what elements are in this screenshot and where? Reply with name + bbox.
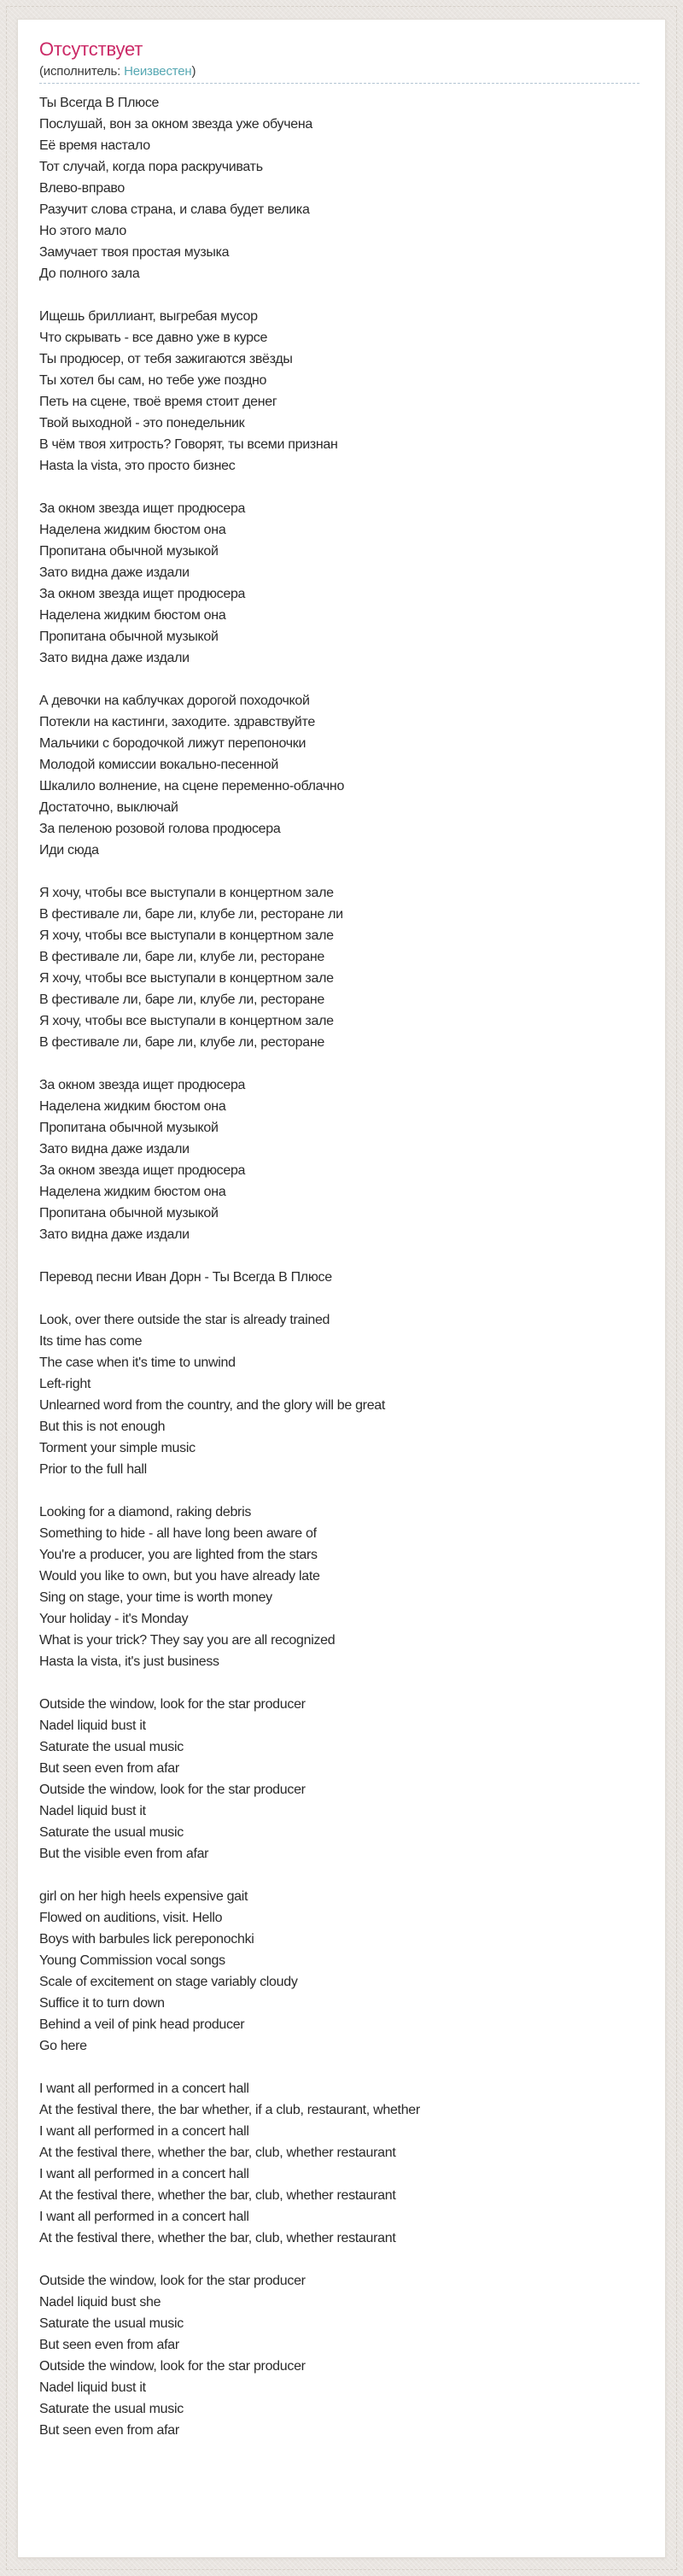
lyric-line: Its time has come [39, 1334, 143, 1349]
lyric-line: Nadel liquid bust it [39, 1718, 146, 1733]
lyric-line: Torment your simple music [39, 1441, 196, 1455]
lyric-line: Something to hide - all have long been aware of [39, 1526, 317, 1541]
lyric-line: До полного зала [39, 266, 140, 281]
lyric-line: Flowed on auditions, visit. Hello [39, 1911, 223, 1925]
lyric-line: Looking for a diamond, raking debris [39, 1505, 252, 1519]
lyric-line: Prior to the full hall [39, 1462, 147, 1477]
lyric-line: Достаточно, выключай [39, 800, 178, 815]
lyric-line: Зато видна даже издали [39, 651, 190, 665]
lyric-line: Your holiday - it's Monday [39, 1612, 189, 1626]
lyric-line: Пропитана обычной музыкой [39, 1121, 219, 1135]
lyric-line: Пропитана обычной музыкой [39, 544, 219, 559]
stanza [39, 1694, 639, 1865]
lyric-line: Твой выходной - это понедельник [39, 416, 245, 430]
lyric-line: Потекли на кастинги, заходите. здравствуйте [39, 715, 315, 729]
lyric-line: Пропитана обычной музыкой [39, 1206, 219, 1221]
stanza [39, 1267, 639, 1288]
lyric-line: В чём твоя хитрость? Говорят, ты всеми признан [39, 437, 338, 452]
lyric-line: Look, over there outside the star is already trained [39, 1313, 330, 1327]
lyric-line: Пропитана обычной музыкой [39, 629, 219, 644]
lyric-line: Что скрывать - все давно уже в курсе [39, 331, 268, 345]
lyric-line: Наделена жидким бюстом она [39, 608, 226, 623]
lyric-line: Outside the window, look for the star producer [39, 2359, 306, 2374]
lyric-line: Послушай, вон за окном звезда уже обучена [39, 117, 313, 132]
lyric-line: Nadel liquid bust it [39, 1804, 146, 1818]
artist-label-prefix: (исполнитель: [39, 64, 125, 79]
stanza [39, 2078, 639, 2249]
lyric-line: Её время настало [39, 138, 150, 153]
lyric-line: Hasta la vista, it's just business [39, 1654, 219, 1669]
lyric-line: Я хочу, чтобы все выступали в концертном зале [39, 928, 334, 943]
lyric-line: But seen even from afar [39, 2423, 179, 2438]
lyric-line: Наделена жидким бюстом она [39, 523, 226, 537]
lyric-line: Saturate the usual music [39, 1740, 184, 1754]
lyric-line: Ищешь бриллиант, выгребая мусор [39, 309, 258, 324]
lyric-line: But the visible even from afar [39, 1847, 209, 1861]
lyric-line: Left-right [39, 1377, 91, 1391]
artist-line [39, 63, 639, 79]
lyric-line: Would you like to own, but you have already late [39, 1569, 320, 1584]
lyric-line: You're a producer, you are lighted from the stars [39, 1548, 318, 1562]
lyric-line: Замучает твоя простая музыка [39, 245, 230, 260]
lyric-line: Boys with barbules lick pereponochki [39, 1932, 254, 1947]
lyric-line: Шкалило волнение, на сцене переменно-облачно [39, 779, 345, 793]
lyric-line: But seen even from afar [39, 2338, 179, 2352]
stanza [39, 690, 639, 861]
lyric-line: Saturate the usual music [39, 1825, 184, 1840]
lyric-line: Suffice it to turn down [39, 1996, 165, 2011]
lyric-line: За окном звезда ищет продюсера [39, 587, 246, 601]
lyric-line: За окном звезда ищет продюсера [39, 1163, 246, 1178]
lyric-line: I want all performed in a concert hall [39, 2167, 249, 2181]
lyric-line: I want all performed in a concert hall [39, 2081, 249, 2096]
lyric-line: Ты Всегда В Плюсе [39, 96, 160, 110]
lyric-line: В фестивале ли, баре ли, клубе ли, ресторане [39, 950, 324, 964]
lyric-line: Но этого мало [39, 224, 126, 238]
lyric-line: Я хочу, чтобы все выступали в концертном зале [39, 1014, 334, 1028]
artist-link[interactable]: Неизвестен [124, 64, 192, 79]
lyric-line: Зато видна даже издали [39, 565, 190, 580]
stanza [39, 498, 639, 669]
lyric-line: Молодой комиссии вокально-песенной [39, 758, 279, 772]
lyric-line: Sing on stage, your time is worth money [39, 1590, 272, 1605]
lyric-line: Зато видна даже издали [39, 1227, 190, 1242]
lyric-line: Nadel liquid bust it [39, 2380, 146, 2395]
lyric-line: girl on her high heels expensive gait [39, 1889, 248, 1904]
dotted-divider [39, 83, 639, 84]
lyric-line: Ты продюсер, от тебя зажигаются звёзды [39, 352, 293, 366]
lyric-line: Outside the window, look for the star producer [39, 1783, 306, 1797]
stanza [39, 1886, 639, 2057]
lyric-line: Мальчики с бородочкой лижут перепоночки [39, 736, 306, 751]
lyric-line: Иди сюда [39, 843, 99, 858]
artist-label-suffix: ) [191, 64, 196, 79]
stanza [39, 1502, 639, 1672]
page-title: Отсутствует [39, 38, 143, 60]
lyric-line: Разучит слова страна, и слава будет велика [39, 202, 310, 217]
lyrics-card [17, 19, 666, 2558]
lyric-line: I want all performed in a concert hall [39, 2210, 249, 2224]
lyric-line: За пеленою розовой голова продюсера [39, 822, 281, 836]
lyric-line: But this is not enough [39, 1420, 166, 1434]
lyrics-text [39, 92, 639, 2441]
lyric-line: At the festival there, whether the bar, club, whether restaurant [39, 2188, 396, 2203]
lyric-line: Петь на сцене, твоё время стоит денег [39, 395, 277, 409]
stanza [39, 2270, 639, 2441]
lyric-line: What is your trick? They say you are all recognized [39, 1633, 336, 1648]
lyric-line: Зато видна даже издали [39, 1142, 190, 1156]
lyric-line: Ты хотел бы сам, но тебе уже поздно [39, 373, 267, 388]
lyric-line: I want all performed in a concert hall [39, 2124, 249, 2139]
lyric-line: Nadel liquid bust she [39, 2295, 161, 2310]
lyric-line: В фестивале ли, баре ли, клубе ли, ресторане ли [39, 907, 343, 922]
lyric-line: At the festival there, the bar whether, if a club, restaurant, whether [39, 2103, 420, 2117]
lyric-line: За окном звезда ищет продюсера [39, 1078, 246, 1092]
stanza [39, 92, 639, 284]
stanza [39, 306, 639, 477]
lyric-line: Saturate the usual music [39, 2316, 184, 2331]
lyric-line: Я хочу, чтобы все выступали в концертном зале [39, 971, 334, 986]
lyric-line: За окном звезда ищет продюсера [39, 501, 246, 516]
lyric-line: Наделена жидким бюстом она [39, 1099, 226, 1114]
lyric-line: Outside the window, look for the star producer [39, 1697, 306, 1712]
lyric-line: Outside the window, look for the star producer [39, 2274, 306, 2288]
lyric-line: Перевод песни Иван Дорн - Ты Всегда В Плюсе [39, 1270, 332, 1285]
lyric-line: Влево-вправо [39, 181, 126, 196]
lyric-line: At the festival there, whether the bar, club, whether restaurant [39, 2231, 396, 2245]
lyric-line: Go here [39, 2039, 87, 2053]
lyric-line: Behind a veil of pink head producer [39, 2017, 245, 2032]
lyric-line: Scale of excitement on stage variably cloudy [39, 1975, 298, 1989]
lyric-line: Я хочу, чтобы все выступали в концертном зале [39, 886, 334, 900]
lyric-line: Young Commission vocal songs [39, 1953, 225, 1968]
lyric-line: The case when it's time to unwind [39, 1355, 236, 1370]
lyric-line: At the festival there, whether the bar, club, whether restaurant [39, 2146, 396, 2160]
lyric-line: В фестивале ли, баре ли, клубе ли, ресторане [39, 1035, 324, 1050]
lyric-line: А девочки на каблучках дорогой походочкой [39, 694, 310, 708]
lyric-line: Unlearned word from the country, and the glory will be great [39, 1398, 386, 1413]
stanza [39, 882, 639, 1053]
lyric-line: Hasta la vista, это просто бизнес [39, 459, 236, 473]
lyric-line: Наделена жидким бюстом она [39, 1185, 226, 1199]
lyric-line: But seen even from afar [39, 1761, 179, 1776]
stanza [39, 1074, 639, 1245]
lyric-line: В фестивале ли, баре ли, клубе ли, ресторане [39, 992, 324, 1007]
lyric-line: Тот случай, когда пора раскручивать [39, 160, 263, 174]
lyric-line: Saturate the usual music [39, 2402, 184, 2416]
stanza [39, 1309, 639, 1480]
